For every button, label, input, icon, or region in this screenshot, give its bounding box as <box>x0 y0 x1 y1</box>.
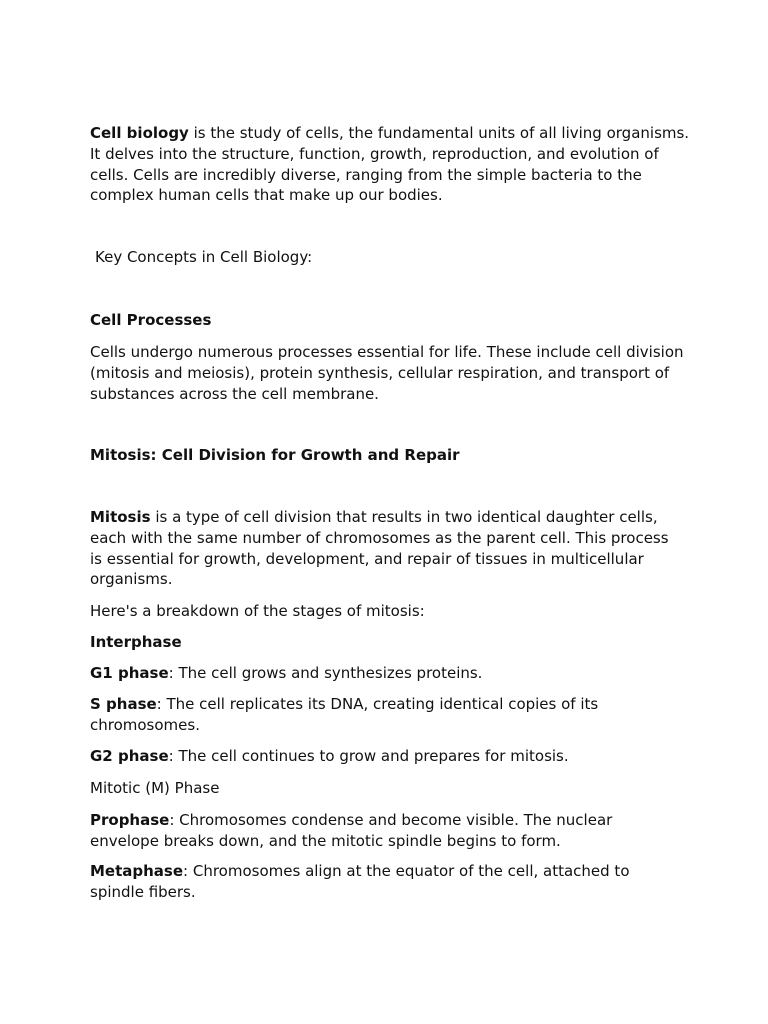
g1-phase-item <box>90 663 690 684</box>
intro-paragraph <box>90 123 690 206</box>
interphase-heading <box>90 632 690 653</box>
g2-phase-term: G2 phase <box>90 747 169 765</box>
mitosis-heading <box>90 445 690 466</box>
metaphase-term: Metaphase <box>90 862 184 880</box>
g2-phase-text: : The cell continues to grow and prepares for mitosis. <box>168 747 569 765</box>
cell-processes-paragraph: Cells undergo numerous processes essential for life. These include cell division (mitosis and meiosis), protein synthesis, cellular respiration, and transport of substances across the cell membrane. <box>90 343 684 403</box>
key-concepts-heading: Key Concepts in Cell Biology: <box>95 248 313 266</box>
stages-intro: Here's a breakdown of the stages of mitosis: <box>90 602 425 620</box>
mitosis-intro-paragraph <box>90 507 680 590</box>
s-phase-text: : The cell replicates its DNA, creating identical copies of its chromosomes. <box>90 695 599 734</box>
mitotic-phase-heading: Mitotic (M) Phase <box>90 779 220 797</box>
g1-phase-text: : The cell grows and synthesizes proteins. <box>168 664 483 682</box>
mitosis-term: Mitosis <box>90 508 151 526</box>
interphase-heading-text: Interphase <box>90 633 182 651</box>
s-phase-term: S phase <box>90 695 157 713</box>
g1-phase-term: G1 phase <box>90 664 169 682</box>
s-phase-item <box>90 694 610 736</box>
g2-phase-item <box>90 746 690 767</box>
intro-term: Cell biology <box>90 124 189 142</box>
prophase-item <box>90 810 630 852</box>
mitosis-heading-text: Mitosis: Cell Division for Growth and Repair <box>90 446 460 464</box>
cell-processes-heading-text: Cell Processes <box>90 311 212 329</box>
metaphase-item <box>90 861 650 903</box>
intro-text: is the study of cells, the fundamental units of all living organisms. It delves into the structure, function, growth, reproduction, and evolution of cells. Cells are incredibly diverse, ranging from the simple bacteria to the complex human cells that make up our bodies. <box>90 124 690 205</box>
prophase-text: : Chromosomes condense and become visible. The nuclear envelope breaks down, and the mitotic spindle begins to form. <box>90 811 613 850</box>
metaphase-text: : Chromosomes align at the equator of the cell, attached to spindle fibers. <box>90 862 630 901</box>
mitosis-intro-text: is a type of cell division that results in two identical daughter cells, each with the same number of chromosomes as the parent cell. This process is essential for growth, development, and repair of tissues in multicellular organisms. <box>90 508 669 589</box>
cell-processes-heading <box>90 310 690 331</box>
prophase-term: Prophase <box>90 811 170 829</box>
